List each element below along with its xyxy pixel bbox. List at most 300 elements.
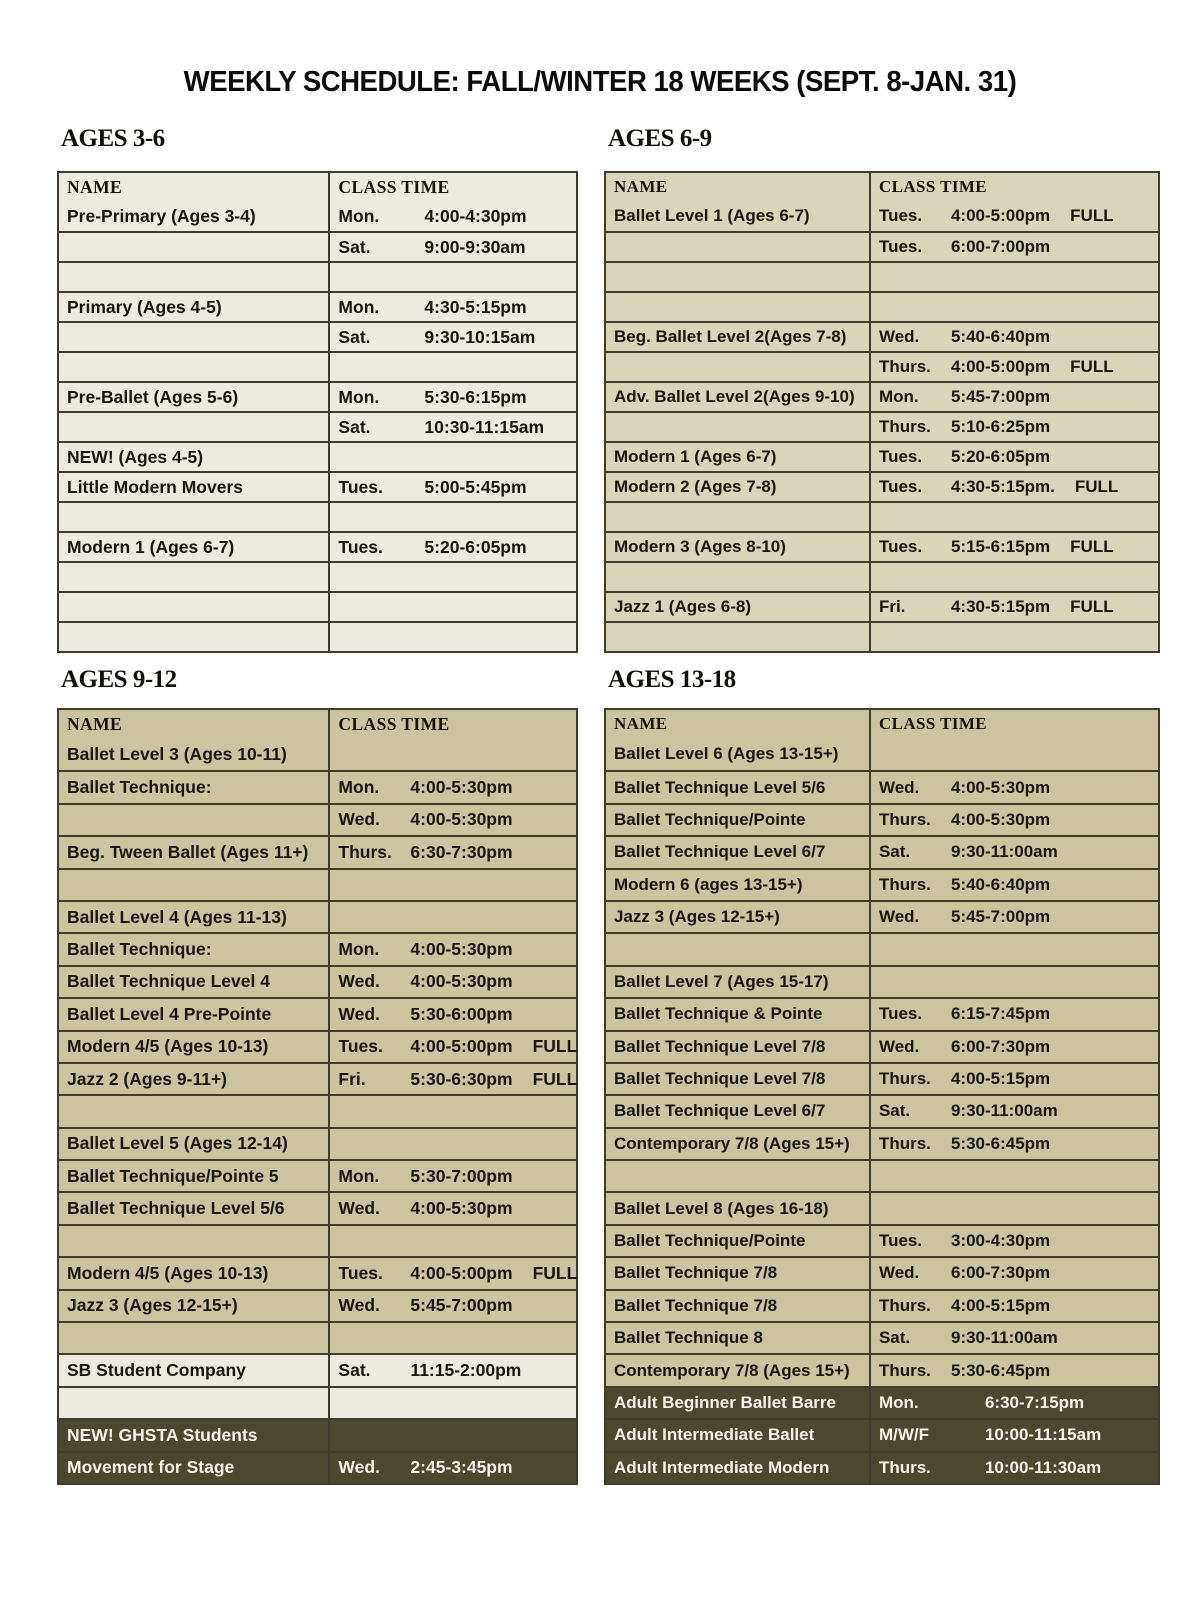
schedule-row	[59, 1191, 576, 1223]
class-name-cell: Ballet Level 8 (Ages 16-18)	[606, 1193, 871, 1223]
time-label: 9:30-11:00am	[950, 1101, 1058, 1121]
class-time-cell	[330, 837, 576, 867]
day-label: Wed.	[878, 777, 920, 797]
schedule-row	[606, 1321, 1158, 1353]
day-label: Tues.	[878, 537, 923, 556]
schedule-row	[606, 900, 1158, 932]
class-name-cell: NEW! (Ages 4-5)	[59, 443, 330, 471]
class-time-cell	[871, 902, 1158, 932]
schedule-row	[59, 770, 576, 802]
class-name-cell: Beg. Ballet Level 2(Ages 7-8)	[606, 323, 871, 351]
class-name-cell: Movement for Stage	[59, 1453, 330, 1483]
day-label: Wed.	[878, 1263, 920, 1283]
schedule-row	[606, 441, 1158, 471]
day-label: Sat.	[338, 326, 371, 347]
schedule-row	[59, 1127, 576, 1159]
day-label: Tues.	[878, 447, 923, 466]
class-name-cell	[59, 263, 330, 291]
class-name-cell	[606, 413, 871, 441]
day-label: Fri.	[878, 597, 906, 616]
time-label: 4:00-5:30pm	[410, 777, 513, 798]
schedule-row	[606, 1094, 1158, 1126]
schedule-row	[606, 868, 1158, 900]
class-name-cell	[59, 623, 330, 651]
time-label: 6:30-7:30pm	[410, 841, 513, 862]
day-label: Tues.	[338, 536, 383, 557]
class-time-cell	[330, 999, 576, 1029]
day-label: Tues.	[338, 1036, 383, 1057]
day-label: Tues.	[878, 1231, 923, 1251]
column-header-name: NAME	[606, 710, 871, 738]
day-label: Wed.	[338, 1003, 380, 1024]
day-label: Sat.	[878, 842, 911, 862]
class-time-cell	[871, 738, 1158, 770]
class-name-cell: Jazz 3 (Ages 12-15+)	[59, 1291, 330, 1321]
time-label: 10:00-11:15am	[984, 1425, 1102, 1445]
class-time-cell	[330, 473, 576, 501]
schedule-row	[606, 770, 1158, 802]
schedule-row	[59, 531, 576, 561]
full-badge: FULL	[1070, 206, 1114, 225]
time-label: 4:00-4:30pm	[424, 205, 527, 226]
day-label: Wed.	[878, 327, 920, 346]
class-time-cell	[871, 503, 1158, 531]
time-label: 4:00-5:30pm	[410, 809, 513, 830]
schedule-table	[57, 708, 578, 1485]
class-name-cell	[606, 263, 871, 291]
class-time-cell	[871, 1388, 1158, 1418]
time-label: 9:30-10:15am	[424, 326, 536, 347]
class-time-cell	[871, 1323, 1158, 1353]
schedule-table	[604, 171, 1160, 653]
class-time-cell	[871, 383, 1158, 411]
time-label: 5:30-6:15pm	[424, 386, 527, 407]
time-label: 10:00-11:30am	[984, 1457, 1102, 1477]
class-time-cell	[871, 563, 1158, 591]
schedule-row	[59, 932, 576, 964]
time-label: 2:45-3:45pm	[410, 1457, 513, 1478]
schedule-row	[59, 803, 576, 835]
schedule-row	[59, 835, 576, 867]
class-name-cell	[606, 503, 871, 531]
time-label: 5:30-6:30pm	[410, 1068, 513, 1089]
rows-container	[606, 738, 1158, 1483]
class-time-cell	[330, 772, 576, 802]
class-time-cell	[871, 999, 1158, 1029]
class-name-cell: Ballet Technique Level 6/7	[606, 837, 871, 867]
class-name-cell: Ballet Technique 8	[606, 1323, 871, 1353]
class-name-cell	[59, 233, 330, 261]
class-time-cell	[871, 473, 1158, 501]
time-label: 4:00-5:15pm	[950, 1295, 1051, 1315]
day-label: Wed.	[338, 1198, 380, 1219]
class-time-cell	[330, 738, 576, 770]
time-label: 3:00-4:30pm	[950, 1231, 1051, 1251]
class-name-cell: Pre-Ballet (Ages 5-6)	[59, 383, 330, 411]
day-label: Mon.	[878, 387, 919, 406]
time-label: 4:00-5:30pm	[410, 1198, 513, 1219]
full-badge: FULL	[1070, 357, 1114, 376]
class-time-cell	[330, 1064, 576, 1094]
schedule-row	[59, 997, 576, 1029]
day-label: Thurs.	[878, 1133, 931, 1153]
time-label: 4:00-5:30pm	[950, 809, 1051, 829]
class-name-cell: Ballet Level 4 Pre-Pointe	[59, 999, 330, 1029]
rows-container	[59, 738, 576, 1483]
class-name-cell: Jazz 3 (Ages 12-15+)	[606, 902, 871, 932]
spacer-row	[606, 932, 1158, 964]
section-title: AGES 9-12	[61, 666, 177, 693]
schedule-row	[606, 231, 1158, 261]
class-name-cell: Ballet Level 6 (Ages 13-15+)	[606, 738, 871, 770]
day-label: Wed.	[878, 907, 920, 927]
schedule-row	[606, 1062, 1158, 1094]
class-time-cell	[871, 293, 1158, 321]
time-label: 4:00-5:00pm	[410, 1262, 513, 1283]
day-label: M/W/F	[878, 1425, 929, 1445]
schedule-row	[606, 351, 1158, 381]
page-title: WEEKLY SCHEDULE: FALL/WINTER 18 WEEKS (SEPT. 8-JAN. 31)	[183, 66, 1017, 98]
day-label: Thurs.	[878, 1457, 931, 1477]
section-ages-3-6	[57, 125, 578, 653]
class-name-cell: Ballet Technique:	[59, 772, 330, 802]
day-label: Thurs.	[878, 357, 931, 376]
schedule-row	[606, 1191, 1158, 1223]
class-name-cell: Primary (Ages 4-5)	[59, 293, 330, 321]
time-label: 5:15-6:15pm	[950, 537, 1051, 556]
class-time-cell	[871, 233, 1158, 261]
schedule-row	[606, 738, 1158, 770]
time-label: 9:00-9:30am	[424, 236, 526, 257]
spacer-row	[59, 868, 576, 900]
class-time-cell	[871, 967, 1158, 997]
spacer-row	[59, 261, 576, 291]
class-name-cell	[606, 293, 871, 321]
day-label: Mon.	[338, 386, 380, 407]
section-ages-9-12	[57, 653, 578, 1485]
class-time-cell	[871, 1032, 1158, 1062]
class-time-cell	[871, 1193, 1158, 1223]
class-time-cell	[330, 1193, 576, 1223]
day-label: Thurs.	[878, 1295, 931, 1315]
class-name-cell: Pre-Primary (Ages 3-4)	[59, 201, 330, 231]
day-label: Thurs.	[878, 874, 931, 894]
time-label: 6:30-7:15pm	[984, 1393, 1085, 1412]
class-time-cell	[871, 772, 1158, 802]
schedule-row	[59, 1030, 576, 1062]
class-name-cell	[59, 353, 330, 381]
spacer-row	[606, 1159, 1158, 1191]
class-time-cell	[871, 623, 1158, 651]
class-name-cell: NEW! GHSTA Students	[59, 1420, 330, 1450]
time-label: 9:30-11:00am	[950, 1328, 1058, 1348]
class-name-cell: Modern 3 (Ages 8-10)	[606, 533, 871, 561]
time-label: 4:00-5:30pm	[950, 777, 1051, 797]
schedule-row	[606, 321, 1158, 351]
class-name-cell: Ballet Technique Level 7/8	[606, 1032, 871, 1062]
schedule-row	[606, 1224, 1158, 1256]
schedule-row	[606, 997, 1158, 1029]
time-label: 11:15-2:00pm	[410, 1360, 522, 1381]
spacer-row	[606, 621, 1158, 651]
time-label: 5:30-6:00pm	[410, 1003, 513, 1024]
class-time-cell	[330, 563, 576, 591]
class-time-cell	[330, 323, 576, 351]
class-time-cell	[330, 1388, 576, 1418]
time-label: 4:00-5:00pm	[950, 206, 1051, 225]
class-name-cell	[59, 870, 330, 900]
class-time-cell	[330, 870, 576, 900]
class-time-cell	[330, 1226, 576, 1256]
schedule-row	[59, 1353, 576, 1385]
class-time-cell	[330, 967, 576, 997]
right-column	[604, 125, 1160, 1485]
schedule-table	[604, 708, 1160, 1485]
class-name-cell: Ballet Level 1 (Ages 6-7)	[606, 201, 871, 231]
schedule-row	[606, 965, 1158, 997]
time-label: 5:00-5:45pm	[424, 476, 527, 497]
schedule-row	[606, 201, 1158, 231]
class-name-cell: Ballet Technique:	[59, 934, 330, 964]
column-header-name: NAME	[59, 173, 330, 201]
class-time-cell	[871, 1161, 1158, 1191]
class-name-cell: Ballet Technique/Pointe 5	[59, 1161, 330, 1191]
class-time-cell	[330, 201, 576, 231]
day-label: Thurs.	[878, 417, 931, 436]
class-time-cell	[871, 837, 1158, 867]
class-time-cell	[871, 1226, 1158, 1256]
full-badge: FULL	[532, 1036, 578, 1057]
time-label: 5:10-6:25pm	[950, 417, 1051, 436]
day-label: Thurs.	[878, 1360, 931, 1380]
schedule-row	[606, 471, 1158, 501]
class-time-cell	[330, 1355, 576, 1385]
full-badge: FULL	[532, 1068, 578, 1089]
class-time-cell	[330, 1323, 576, 1353]
column-header-time: CLASS TIME	[878, 714, 988, 733]
schedule-table	[57, 171, 578, 653]
time-label: 4:00-5:15pm	[950, 1069, 1051, 1089]
class-time-cell	[871, 263, 1158, 291]
class-time-cell	[871, 201, 1158, 231]
day-label: Sat.	[338, 236, 371, 257]
time-label: 6:15-7:45pm	[950, 1004, 1051, 1024]
class-time-cell	[871, 1453, 1158, 1483]
time-label: 6:00-7:00pm	[950, 237, 1051, 256]
class-name-cell	[59, 1388, 330, 1418]
class-name-cell: Ballet Technique Level 5/6	[59, 1193, 330, 1223]
class-time-cell	[330, 413, 576, 441]
schedule-row	[59, 1062, 576, 1094]
spacer-row	[59, 351, 576, 381]
day-label: Wed.	[338, 971, 380, 992]
time-label: 5:45-7:00pm	[410, 1295, 513, 1316]
class-name-cell	[606, 934, 871, 964]
class-time-cell	[871, 593, 1158, 621]
class-name-cell: Adult Beginner Ballet Barre	[606, 1388, 871, 1418]
class-time-cell	[871, 1258, 1158, 1288]
class-name-cell: Ballet Technique/Pointe	[606, 805, 871, 835]
class-time-cell	[330, 353, 576, 381]
column-header-name: NAME	[606, 173, 871, 201]
time-label: 4:00-5:30pm	[410, 939, 513, 960]
time-label: 4:30-5:15pm	[950, 597, 1051, 616]
class-name-cell: Ballet Level 5 (Ages 12-14)	[59, 1129, 330, 1159]
class-name-cell: Beg. Tween Ballet (Ages 11+)	[59, 837, 330, 867]
day-label: Wed.	[338, 1457, 380, 1478]
schedule-row	[59, 1451, 576, 1483]
spacer-row	[606, 291, 1158, 321]
class-time-cell	[330, 1420, 576, 1450]
class-name-cell: Modern 1 (Ages 6-7)	[606, 443, 871, 471]
class-name-cell: Modern 6 (ages 13-15+)	[606, 870, 871, 900]
schedule-row	[59, 441, 576, 471]
day-label: Sat.	[338, 1360, 371, 1381]
schedule-row	[606, 591, 1158, 621]
class-name-cell: Ballet Technique 7/8	[606, 1291, 871, 1321]
class-name-cell: Modern 4/5 (Ages 10-13)	[59, 1258, 330, 1288]
class-name-cell: Ballet Level 4 (Ages 11-13)	[59, 902, 330, 932]
schedule-row	[59, 1256, 576, 1288]
class-name-cell: Contemporary 7/8 (Ages 15+)	[606, 1355, 871, 1385]
left-column	[57, 125, 578, 1485]
class-time-cell	[871, 1355, 1158, 1385]
day-label: Sat.	[338, 416, 371, 437]
day-label: Fri.	[338, 1068, 366, 1089]
class-name-cell: Modern 1 (Ages 6-7)	[59, 533, 330, 561]
schedule-row	[606, 1451, 1158, 1483]
class-name-cell	[606, 233, 871, 261]
day-label: Wed.	[338, 1295, 380, 1316]
class-time-cell	[330, 1453, 576, 1483]
class-name-cell	[59, 1226, 330, 1256]
rows-container	[59, 201, 576, 651]
column-header-time: CLASS TIME	[878, 177, 988, 196]
schedule-row	[606, 1386, 1158, 1418]
class-name-cell	[59, 593, 330, 621]
table-header-row	[606, 710, 1158, 738]
class-time-cell	[871, 323, 1158, 351]
schedule-row	[59, 201, 576, 231]
section-title: AGES 3-6	[61, 125, 165, 152]
time-label: 4:00-5:00pm	[410, 1036, 513, 1057]
day-label: Tues.	[878, 206, 923, 225]
day-label: Sat.	[878, 1101, 911, 1121]
day-label: Tues.	[878, 237, 923, 256]
schedule-row	[606, 531, 1158, 561]
class-time-cell	[871, 413, 1158, 441]
class-name-cell: Ballet Technique/Pointe	[606, 1226, 871, 1256]
class-time-cell	[871, 1129, 1158, 1159]
class-time-cell	[330, 1258, 576, 1288]
day-label: Tues.	[338, 1262, 383, 1283]
schedule-row	[59, 900, 576, 932]
class-time-cell	[330, 1096, 576, 1126]
class-time-cell	[330, 1032, 576, 1062]
day-label: Mon.	[338, 777, 380, 798]
class-name-cell: Ballet Technique Level 6/7	[606, 1096, 871, 1126]
class-time-cell	[330, 503, 576, 531]
section-ages-13-18	[604, 653, 1160, 1485]
schedule-row	[606, 1418, 1158, 1450]
class-name-cell: Adv. Ballet Level 2(Ages 9-10)	[606, 383, 871, 411]
time-label: 5:40-6:40pm	[950, 327, 1051, 346]
class-name-cell: Adult Intermediate Modern	[606, 1453, 871, 1483]
day-label: Thurs.	[878, 1069, 931, 1089]
class-time-cell	[330, 533, 576, 561]
class-time-cell	[330, 1129, 576, 1159]
day-label: Wed.	[338, 809, 380, 830]
class-time-cell	[330, 593, 576, 621]
class-time-cell	[330, 443, 576, 471]
class-time-cell	[330, 623, 576, 651]
full-badge: FULL	[1074, 477, 1119, 496]
time-label: 5:40-6:40pm	[950, 874, 1051, 894]
class-name-cell: Ballet Technique 7/8	[606, 1258, 871, 1288]
class-name-cell: Modern 4/5 (Ages 10-13)	[59, 1032, 330, 1062]
day-label: Mon.	[338, 205, 380, 226]
class-name-cell: Adult Intermediate Ballet	[606, 1420, 871, 1450]
spacer-row	[59, 501, 576, 531]
day-label: Mon.	[338, 296, 380, 317]
schedule-row	[59, 1289, 576, 1321]
table-header-row	[59, 710, 576, 738]
schedule-row	[59, 1418, 576, 1450]
time-label: 10:30-11:15am	[424, 416, 545, 437]
class-name-cell	[59, 805, 330, 835]
class-time-cell	[871, 1420, 1158, 1450]
schedule-row	[59, 231, 576, 261]
day-label: Thurs.	[338, 841, 392, 862]
class-name-cell	[606, 1161, 871, 1191]
class-name-cell: Ballet Level 7 (Ages 15-17)	[606, 967, 871, 997]
class-time-cell	[871, 1096, 1158, 1126]
time-label: 4:30-5:15pm.	[950, 477, 1055, 496]
column-header-time: CLASS TIME	[338, 176, 450, 197]
spacer-row	[59, 621, 576, 651]
spacer-row	[606, 501, 1158, 531]
table-header-row	[606, 173, 1158, 201]
full-badge: FULL	[532, 1262, 578, 1283]
class-time-cell	[330, 805, 576, 835]
class-time-cell	[330, 293, 576, 321]
spacer-row	[59, 591, 576, 621]
class-name-cell	[606, 563, 871, 591]
class-time-cell	[871, 443, 1158, 471]
class-name-cell: Modern 2 (Ages 7-8)	[606, 473, 871, 501]
day-label: Tues.	[878, 1004, 923, 1024]
schedule-row	[606, 1030, 1158, 1062]
day-label: Tues.	[338, 476, 383, 497]
schedule-row	[59, 738, 576, 770]
class-time-cell	[871, 533, 1158, 561]
schedule-row	[606, 1127, 1158, 1159]
schedule-row	[606, 1289, 1158, 1321]
class-name-cell	[59, 1323, 330, 1353]
day-label: Thurs.	[878, 809, 931, 829]
class-name-cell	[59, 413, 330, 441]
schedule-row	[606, 1256, 1158, 1288]
schedule-row	[59, 1159, 576, 1191]
full-badge: FULL	[1070, 597, 1114, 616]
schedule-row	[606, 835, 1158, 867]
time-label: 5:30-6:45pm	[950, 1133, 1051, 1153]
class-name-cell	[59, 563, 330, 591]
class-time-cell	[871, 1291, 1158, 1321]
spacer-row	[606, 561, 1158, 591]
time-label: 6:00-7:30pm	[950, 1263, 1051, 1283]
class-name-cell: Ballet Technique Level 5/6	[606, 772, 871, 802]
